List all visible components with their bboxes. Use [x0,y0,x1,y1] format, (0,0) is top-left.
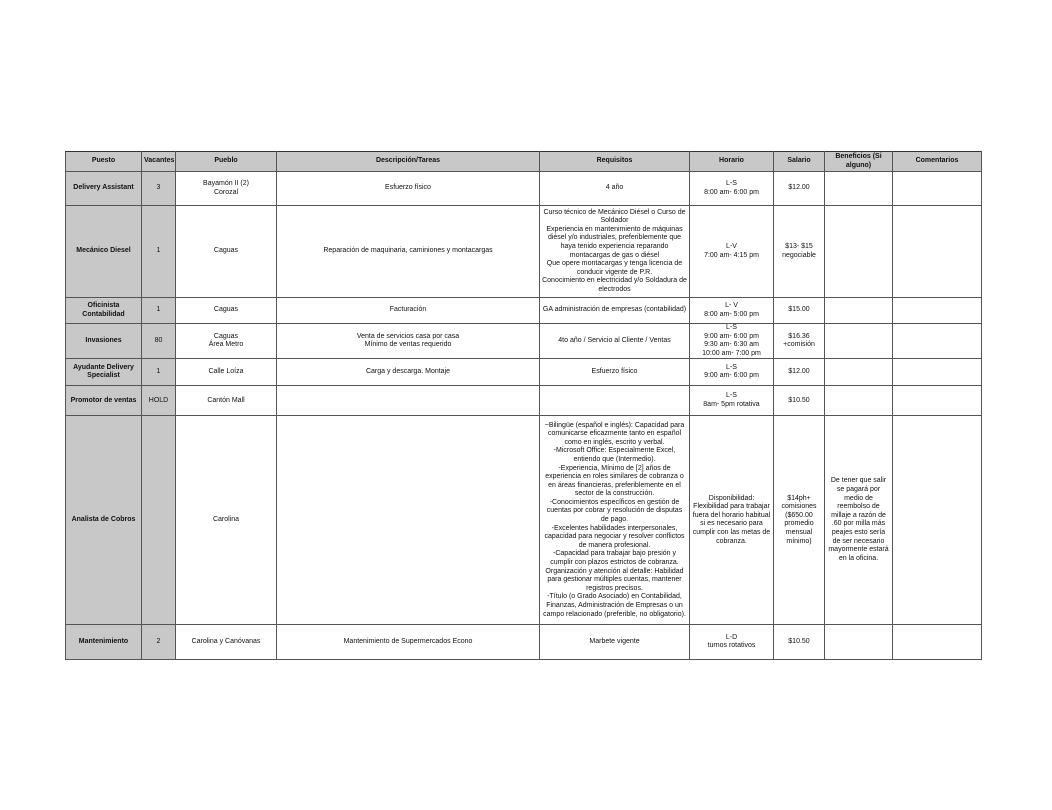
cell-requisitos: 4to año / Servicio al Cliente / Ventas [540,324,690,359]
cell-horario: L-S 9:00 am- 6:00 pm [690,359,774,386]
cell-puesto: Invasiones [66,324,142,359]
cell-beneficios [825,359,893,386]
cell-comentarios [893,324,982,359]
cell-vacantes: 3 [142,172,176,206]
header-row [66,152,982,172]
cell-pueblo: Caguas Área Metro [176,324,277,359]
cell-horario: L-S 9:00 am- 6:00 pm 9:30 am- 6:30 am 10:00 am- 7:00 pm [690,324,774,359]
cell-comentarios [893,359,982,386]
header-horario: Horario [690,152,774,172]
cell-salario: $13- $15 negociable [774,206,825,298]
cell-pueblo: Cantón Mall [176,386,277,416]
cell-beneficios [825,324,893,359]
cell-descripcion: Venta de servicios casa por casa Mínimo de ventas requerido [277,324,540,359]
cell-requisitos: 4 año [540,172,690,206]
cell-requisitos [540,386,690,416]
cell-comentarios [893,172,982,206]
cell-requisitos: Curso técnico de Mecánico Diésel o Curso de Soldador Experiencia en mantenimiento de máquinas diésel y/o industriales, preferiblemente que haya tenido experiencia reparando montacargas de gas o diésel Que opere montacargas y tenga licencia de conducir vigente de P.R. Conocimiento en electricidad y/o Soldadura de electrodos [540,206,690,298]
cell-pueblo: Carolina y Canóvanas [176,625,277,660]
cell-horario: L-S 8:00 am- 6:00 pm [690,172,774,206]
table-row [66,386,982,416]
cell-vacantes: 1 [142,359,176,386]
cell-vacantes: 80 [142,324,176,359]
cell-descripcion [277,386,540,416]
cell-comentarios [893,416,982,625]
cell-puesto: Promotor de ventas [66,386,142,416]
header-pueblo: Pueblo [176,152,277,172]
cell-comentarios [893,625,982,660]
header-beneficios: Beneficios (Si alguno) [825,152,893,172]
cell-vacantes: 2 [142,625,176,660]
table-row [66,416,982,625]
cell-salario: $15.00 [774,298,825,324]
cell-horario: L- V 8:00 am- 5:00 pm [690,298,774,324]
cell-comentarios [893,386,982,416]
cell-beneficios: De tener que salir se pagará por medio de reembolso de millaje a razón de .60 por milla más peajes esto sería de ser necesario mayormente estará en la oficina. [825,416,893,625]
header-comentarios: Comentarios [893,152,982,172]
cell-beneficios [825,206,893,298]
cell-descripcion: Mantenimiento de Supermercados Econo [277,625,540,660]
cell-puesto: Mantenimiento [66,625,142,660]
cell-puesto: Mecánico Diesel [66,206,142,298]
cell-descripcion [277,416,540,625]
header-descripcion: Descripción/Tareas [277,152,540,172]
cell-salario: $12.00 [774,172,825,206]
table-row [66,172,982,206]
cell-puesto: Analista de Cobros [66,416,142,625]
cell-horario: L-D turnos rotativos [690,625,774,660]
header-salario: Salario [774,152,825,172]
header-puesto: Puesto [66,152,142,172]
cell-salario: $14ph+ comisiones ($650.00 promedio mensual mínimo) [774,416,825,625]
cell-horario: L-V 7:00 am- 4:15 pm [690,206,774,298]
cell-comentarios [893,298,982,324]
cell-horario: Disponibilidad: Flexibilidad para trabajar fuera del horario habitual si es necesario para cumplir con las metas de cobranza. [690,416,774,625]
cell-descripcion: Facturación [277,298,540,324]
cell-descripcion: Esfuerzo físico [277,172,540,206]
cell-requisitos: GA administración de empresas (contabilidad) [540,298,690,324]
cell-horario: L-S 8am- 5pm rotativa [690,386,774,416]
cell-pueblo: Caguas [176,298,277,324]
cell-salario: $16.36 +comisión [774,324,825,359]
job-openings-table [65,151,982,660]
header-requisitos: Requisitos [540,152,690,172]
table-row [66,298,982,324]
cell-descripcion: Carga y descarga. Montaje [277,359,540,386]
cell-requisitos: Marbete vigente [540,625,690,660]
cell-vacantes: HOLD [142,386,176,416]
table-row [66,359,982,386]
cell-vacantes: 1 [142,298,176,324]
cell-requisitos: Esfuerzo físico [540,359,690,386]
cell-puesto: Oficinista Contabilidad [66,298,142,324]
cell-vacantes: 1 [142,206,176,298]
cell-requisitos: ~Bilingüe (español e inglés): Capacidad para comunicarse eficazmente tanto en español como en inglés, escrito y verbal. -Microsoft Office: Especialmente Excel, entiendo que (Intermedio). -Experiencia, Mínimo de [2] años de experiencia en roles similares de cobranza o en áreas financieras, preferiblemente en el sector de la construcción. -Conocimientos específicos en gestión de cuentas por cobrar y resolución de disputas de pago. -Excelentes habilidades interpersonales, capacidad para negociar y resolver conflictos de manera profesional. -Capacidad para trabajar bajo presión y cumplir con plazos estrictos de cobranza. Organización y atención al detalle: Habilidad para gestionar múltiples cuentas, mantener registros precisos. -Título (o Grado Asociado) en Contabilidad, Finanzas, Administración de Empresas o un campo relacionado (preferible, no obligatorio). [540,416,690,625]
cell-pueblo: Calle Loíza [176,359,277,386]
table-row [66,324,982,359]
cell-salario: $10.50 [774,625,825,660]
table-row [66,206,982,298]
cell-salario: $12.00 [774,359,825,386]
cell-puesto: Ayudante Delivery Specialist [66,359,142,386]
table-row [66,625,982,660]
cell-pueblo: Carolina [176,416,277,625]
cell-beneficios [825,386,893,416]
cell-beneficios [825,625,893,660]
cell-pueblo: Caguas [176,206,277,298]
header-vacantes: Vacantes [142,152,176,172]
cell-descripcion: Reparación de maquinaria, caminiones y montacargas [277,206,540,298]
cell-vacantes [142,416,176,625]
cell-beneficios [825,298,893,324]
cell-comentarios [893,206,982,298]
cell-beneficios [825,172,893,206]
cell-pueblo: Bayamón II (2) Corozal [176,172,277,206]
cell-salario: $10.50 [774,386,825,416]
cell-puesto: Delivery Assistant [66,172,142,206]
